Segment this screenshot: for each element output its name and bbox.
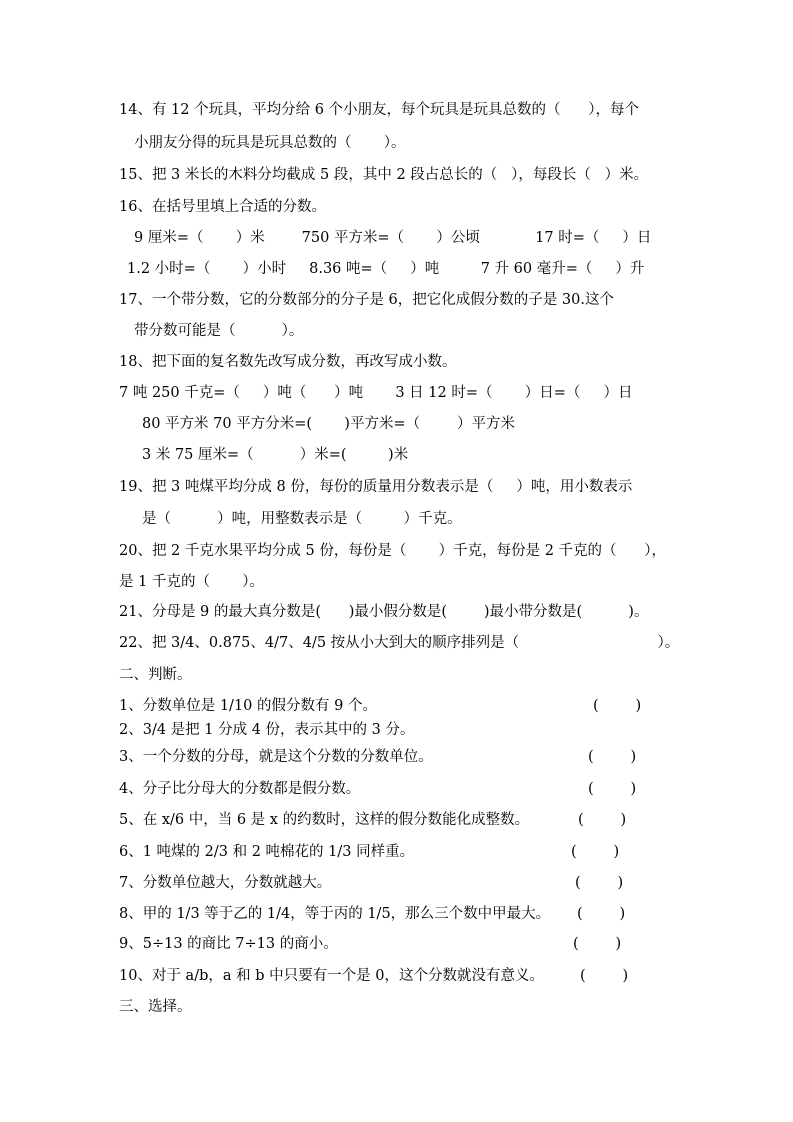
question-16: 16、在括号里填上合适的分数。: [119, 199, 326, 215]
question-18-row-3: 3 米 75 厘米=（ ）米=( )米: [142, 447, 409, 463]
judge-item: 2、3/4 是把 1 分成 4 份，表示其中的 3 分。: [119, 722, 415, 738]
question-16-row-1: 9 厘米=（ ）米 750 平方米=（ ）公顷 17 时=（ ）日: [134, 230, 652, 246]
judge-item: 5、在 x/6 中，当 6 是 x 的约数时，这样的假分数能化成整数。: [119, 812, 530, 828]
question-18-row-1: 7 吨 250 千克=（ ）吨（ ）吨 3 日 12 时=（ ）日=（ ）日: [119, 385, 633, 401]
judge-answer-blank: ( ): [588, 749, 637, 765]
judge-item: 10、对于 a/b，a 和 b 中只要有一个是 0，这个分数就没有意义。: [119, 968, 544, 984]
judge-answer-blank: ( ): [577, 906, 626, 922]
section-heading-judge: 二、判断。: [119, 667, 192, 683]
judge-item: 8、甲的 1/3 等于乙的 1/4，等于丙的 1/5，那么三个数中甲最大。: [119, 906, 551, 922]
question-20-line-1: 20、把 2 千克水果平均分成 5 份，每份是（ ）千克，每份是 2 千克的（ ），: [119, 543, 666, 559]
judge-answer-blank: ( ): [588, 781, 637, 797]
question-16-row-2: 1.2 小时=（ ）小时 8.36 吨=（ ）吨 7 升 60 毫升=（ ）升: [127, 261, 645, 277]
judge-answer-blank: ( ): [573, 936, 622, 952]
question-18: 18、把下面的复名数先改写成分数，再改写成小数。: [119, 354, 457, 370]
judge-answer-blank: ( ): [575, 875, 624, 891]
question-19-line-2: 是（ ）吨，用整数表示是（ ）千克。: [142, 511, 462, 527]
judge-item: 1、分数单位是 1/10 的假分数有 9 个。: [119, 698, 377, 714]
question-20-line-2: 是 1 千克的（ ）。: [119, 574, 264, 590]
question-19-line-1: 19、把 3 吨煤平均分成 8 份，每份的质量用分数表示是（ ）吨，用小数表示: [119, 479, 633, 495]
judge-item: 9、5÷13 的商比 7÷13 的商小。: [119, 936, 338, 952]
question-15: 15、把 3 米长的木料分均截成 5 段，其中 2 段占总长的（ ），每段长（ ）米。: [119, 167, 649, 183]
question-18-row-2: 80 平方米 70 平方分米=( )平方米=（ ）平方米: [142, 416, 515, 432]
judge-item: 6、1 吨煤的 2/3 和 2 吨棉花的 1/3 同样重。: [119, 844, 415, 860]
judge-item: 7、分数单位越大，分数就越大。: [119, 875, 332, 891]
judge-answer-blank: ( ): [593, 698, 642, 714]
judge-answer-blank: ( ): [580, 968, 629, 984]
question-21: 21、分母是 9 的最大真分数是( )最小假分数是( )最小带分数是( )。: [119, 604, 649, 620]
question-14-line-2: 小朋友分得的玩具是玩具总数的（ ）。: [134, 135, 406, 151]
question-17-line-2: 带分数可能是（ ）。: [134, 323, 304, 339]
question-14-line-1: 14、有 12 个玩具，平均分给 6 个小朋友，每个玩具是玩具总数的（ ），每个: [119, 102, 639, 118]
judge-answer-blank: ( ): [571, 844, 620, 860]
judge-item: 4、分子比分母大的分数都是假分数。: [119, 781, 361, 797]
judge-item: 3、一个分数的分母，就是这个分数的分数单位。: [119, 749, 433, 765]
question-17-line-1: 17、一个带分数，它的分数部分的分子是 6，把它化成假分数的子是 30.这个: [119, 292, 614, 308]
question-22: 22、把 3/4、0.875、4/7、4/5 按从小大到大的顺序排列是（ ）。: [119, 635, 680, 651]
section-heading-choice: 三、选择。: [119, 999, 192, 1015]
judge-answer-blank: ( ): [578, 812, 627, 828]
